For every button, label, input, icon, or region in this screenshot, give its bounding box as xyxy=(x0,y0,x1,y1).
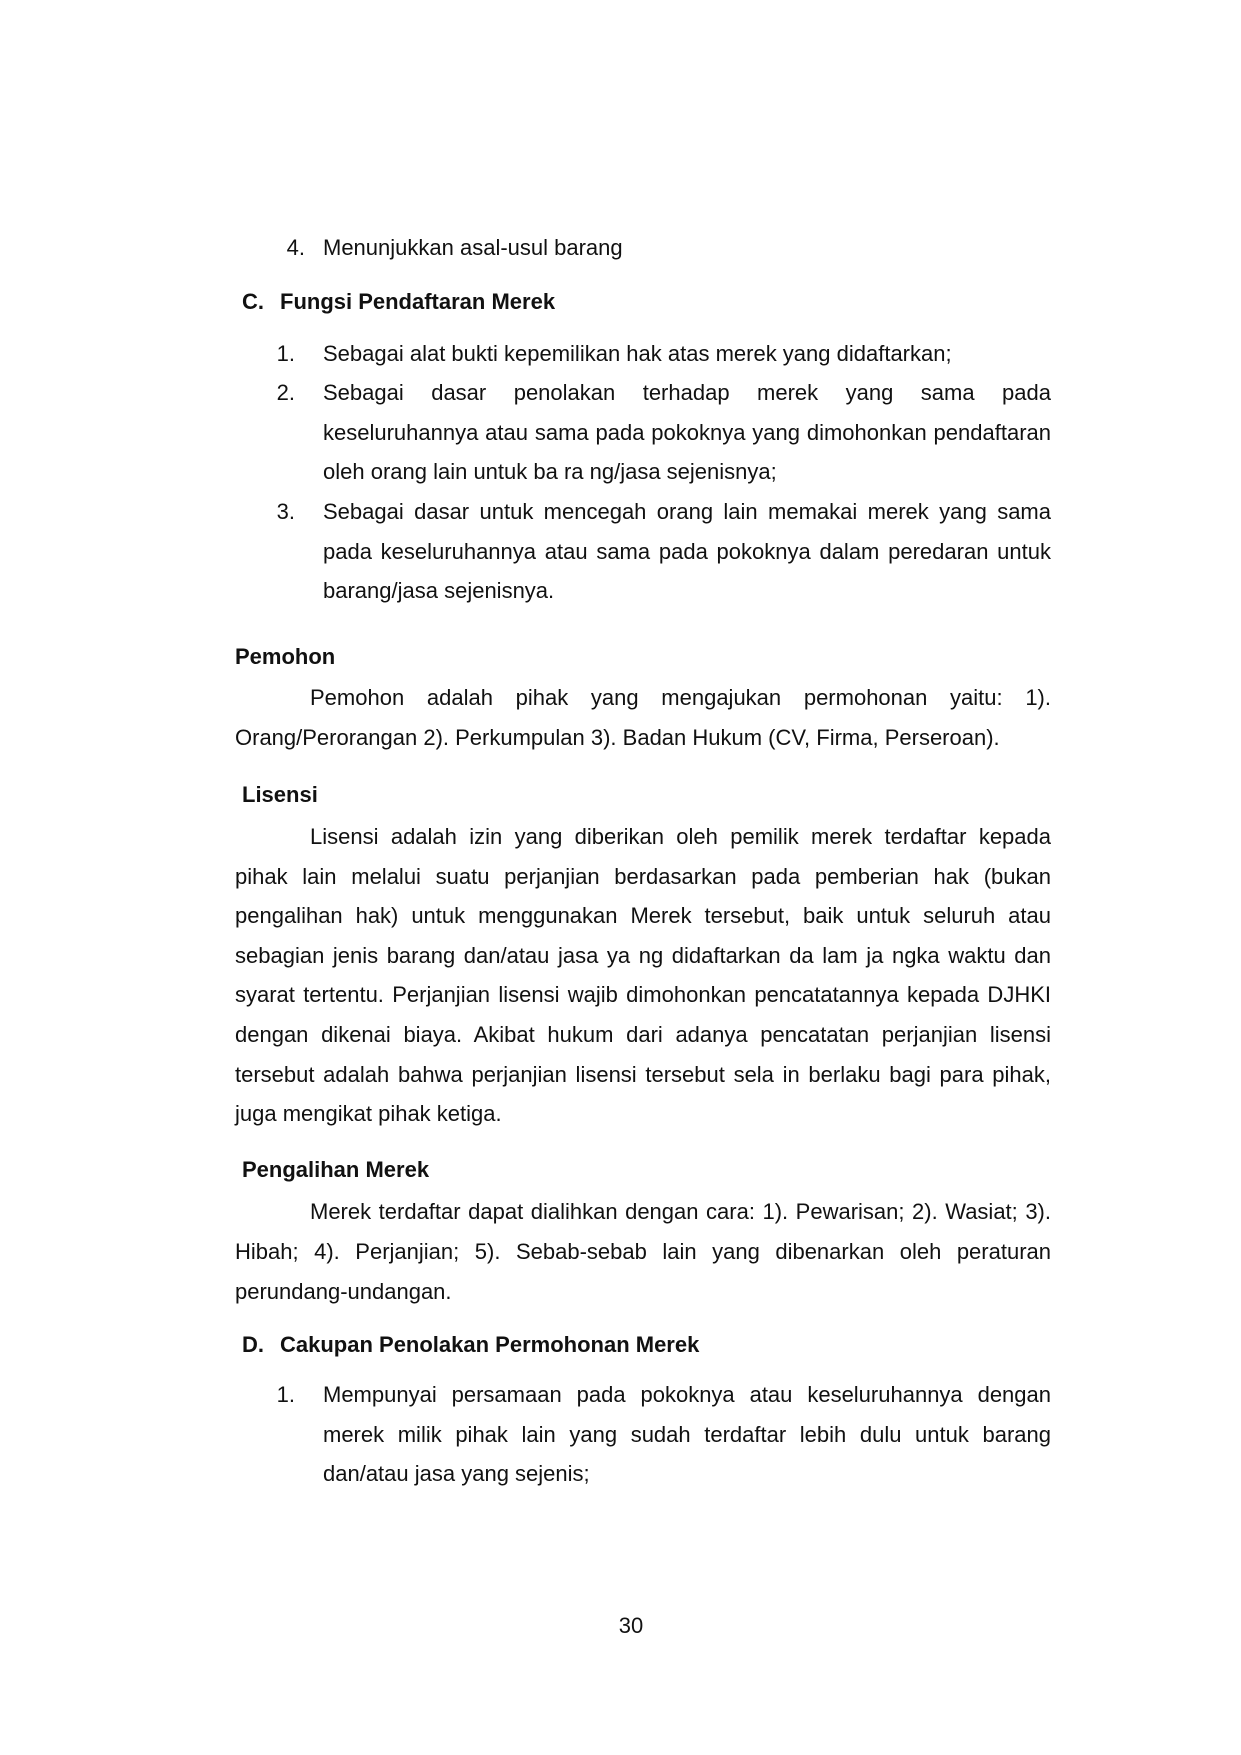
list-item-number: 4. xyxy=(286,235,305,260)
list-item-text: Sebagai alat bukti kepemilikan hak atas merek yang didaftarkan; xyxy=(323,341,952,366)
pemohon-paragraph: Pemohon adalah pihak yang mengajukan permohonan yaitu: 1). Orang/Perorangan 2). Perkumpulan 3). Badan Hukum (CV, Firma, Perseroan). xyxy=(235,685,1051,750)
list-item-text: Menunjukkan asal-usul barang xyxy=(323,235,623,260)
list-item-number: 2. xyxy=(276,380,295,405)
pemohon-heading: Pemohon xyxy=(235,644,336,669)
lisensi-paragraph: Lisensi adalah izin yang diberikan oleh pemilik merek terdaftar kepada pihak lain melalui suatu perjanjian berdasarkan pada pemberian hak (bukan pengalihan hak) untuk menggunakan Merek tersebut, baik untuk seluruh atau sebagian jenis barang dan/atau jasa ya ng didaftarkan da lam ja ngka waktu dan syarat tertentu. Perjanjian lisensi wajib dimohonkan pencatatannya kepada DJHKI dengan dikenai biaya. Akibat hukum dari adanya pencatatan perjanjian lisensi tersebut adalah bahwa perjanjian lisensi tersebut sela in berlaku bagi para pihak, juga mengikat pihak ketiga. xyxy=(235,824,1051,1127)
section-d-letter: D. xyxy=(242,1332,264,1357)
list-item-text: Sebagai dasar untuk mencegah orang lain memakai merek yang sama pada keseluruhannya atau sama pada pokoknya dalam peredaran untuk barang/jasa sejenisnya. xyxy=(323,499,1051,603)
page-number: 30 xyxy=(618,1613,644,1638)
list-item-number: 3. xyxy=(276,499,295,524)
pengalihan-paragraph: Merek terdaftar dapat dialihkan dengan cara: 1). Pewarisan; 2). Wasiat; 3). Hibah; 4). Perjanjian; 5). Sebab-sebab lain yang dibenarkan oleh peraturan perundang-undangan. xyxy=(235,1199,1051,1304)
section-c-letter: C. xyxy=(242,289,264,314)
list-item-text: Sebagai dasar penolakan terhadap merek yang sama pada keseluruhannya atau sama pada pokoknya yang dimohonkan pendaftaran oleh orang lain untuk ba ra ng/jasa sejenisnya; xyxy=(323,380,1051,484)
list-item-number: 1. xyxy=(276,341,295,366)
section-d-heading: Cakupan Penolakan Permohonan Merek xyxy=(280,1332,700,1357)
list-item-text: Mempunyai persamaan pada pokoknya atau keseluruhannya dengan merek milik pihak lain yang sudah terdaftar lebih dulu untuk barang dan/atau jasa yang sejenis; xyxy=(323,1382,1051,1486)
section-c-heading: Fungsi Pendaftaran Merek xyxy=(280,289,556,314)
list-item-number: 1. xyxy=(276,1382,295,1407)
lisensi-heading: Lisensi xyxy=(242,782,318,807)
pengalihan-heading: Pengalihan Merek xyxy=(242,1157,430,1182)
